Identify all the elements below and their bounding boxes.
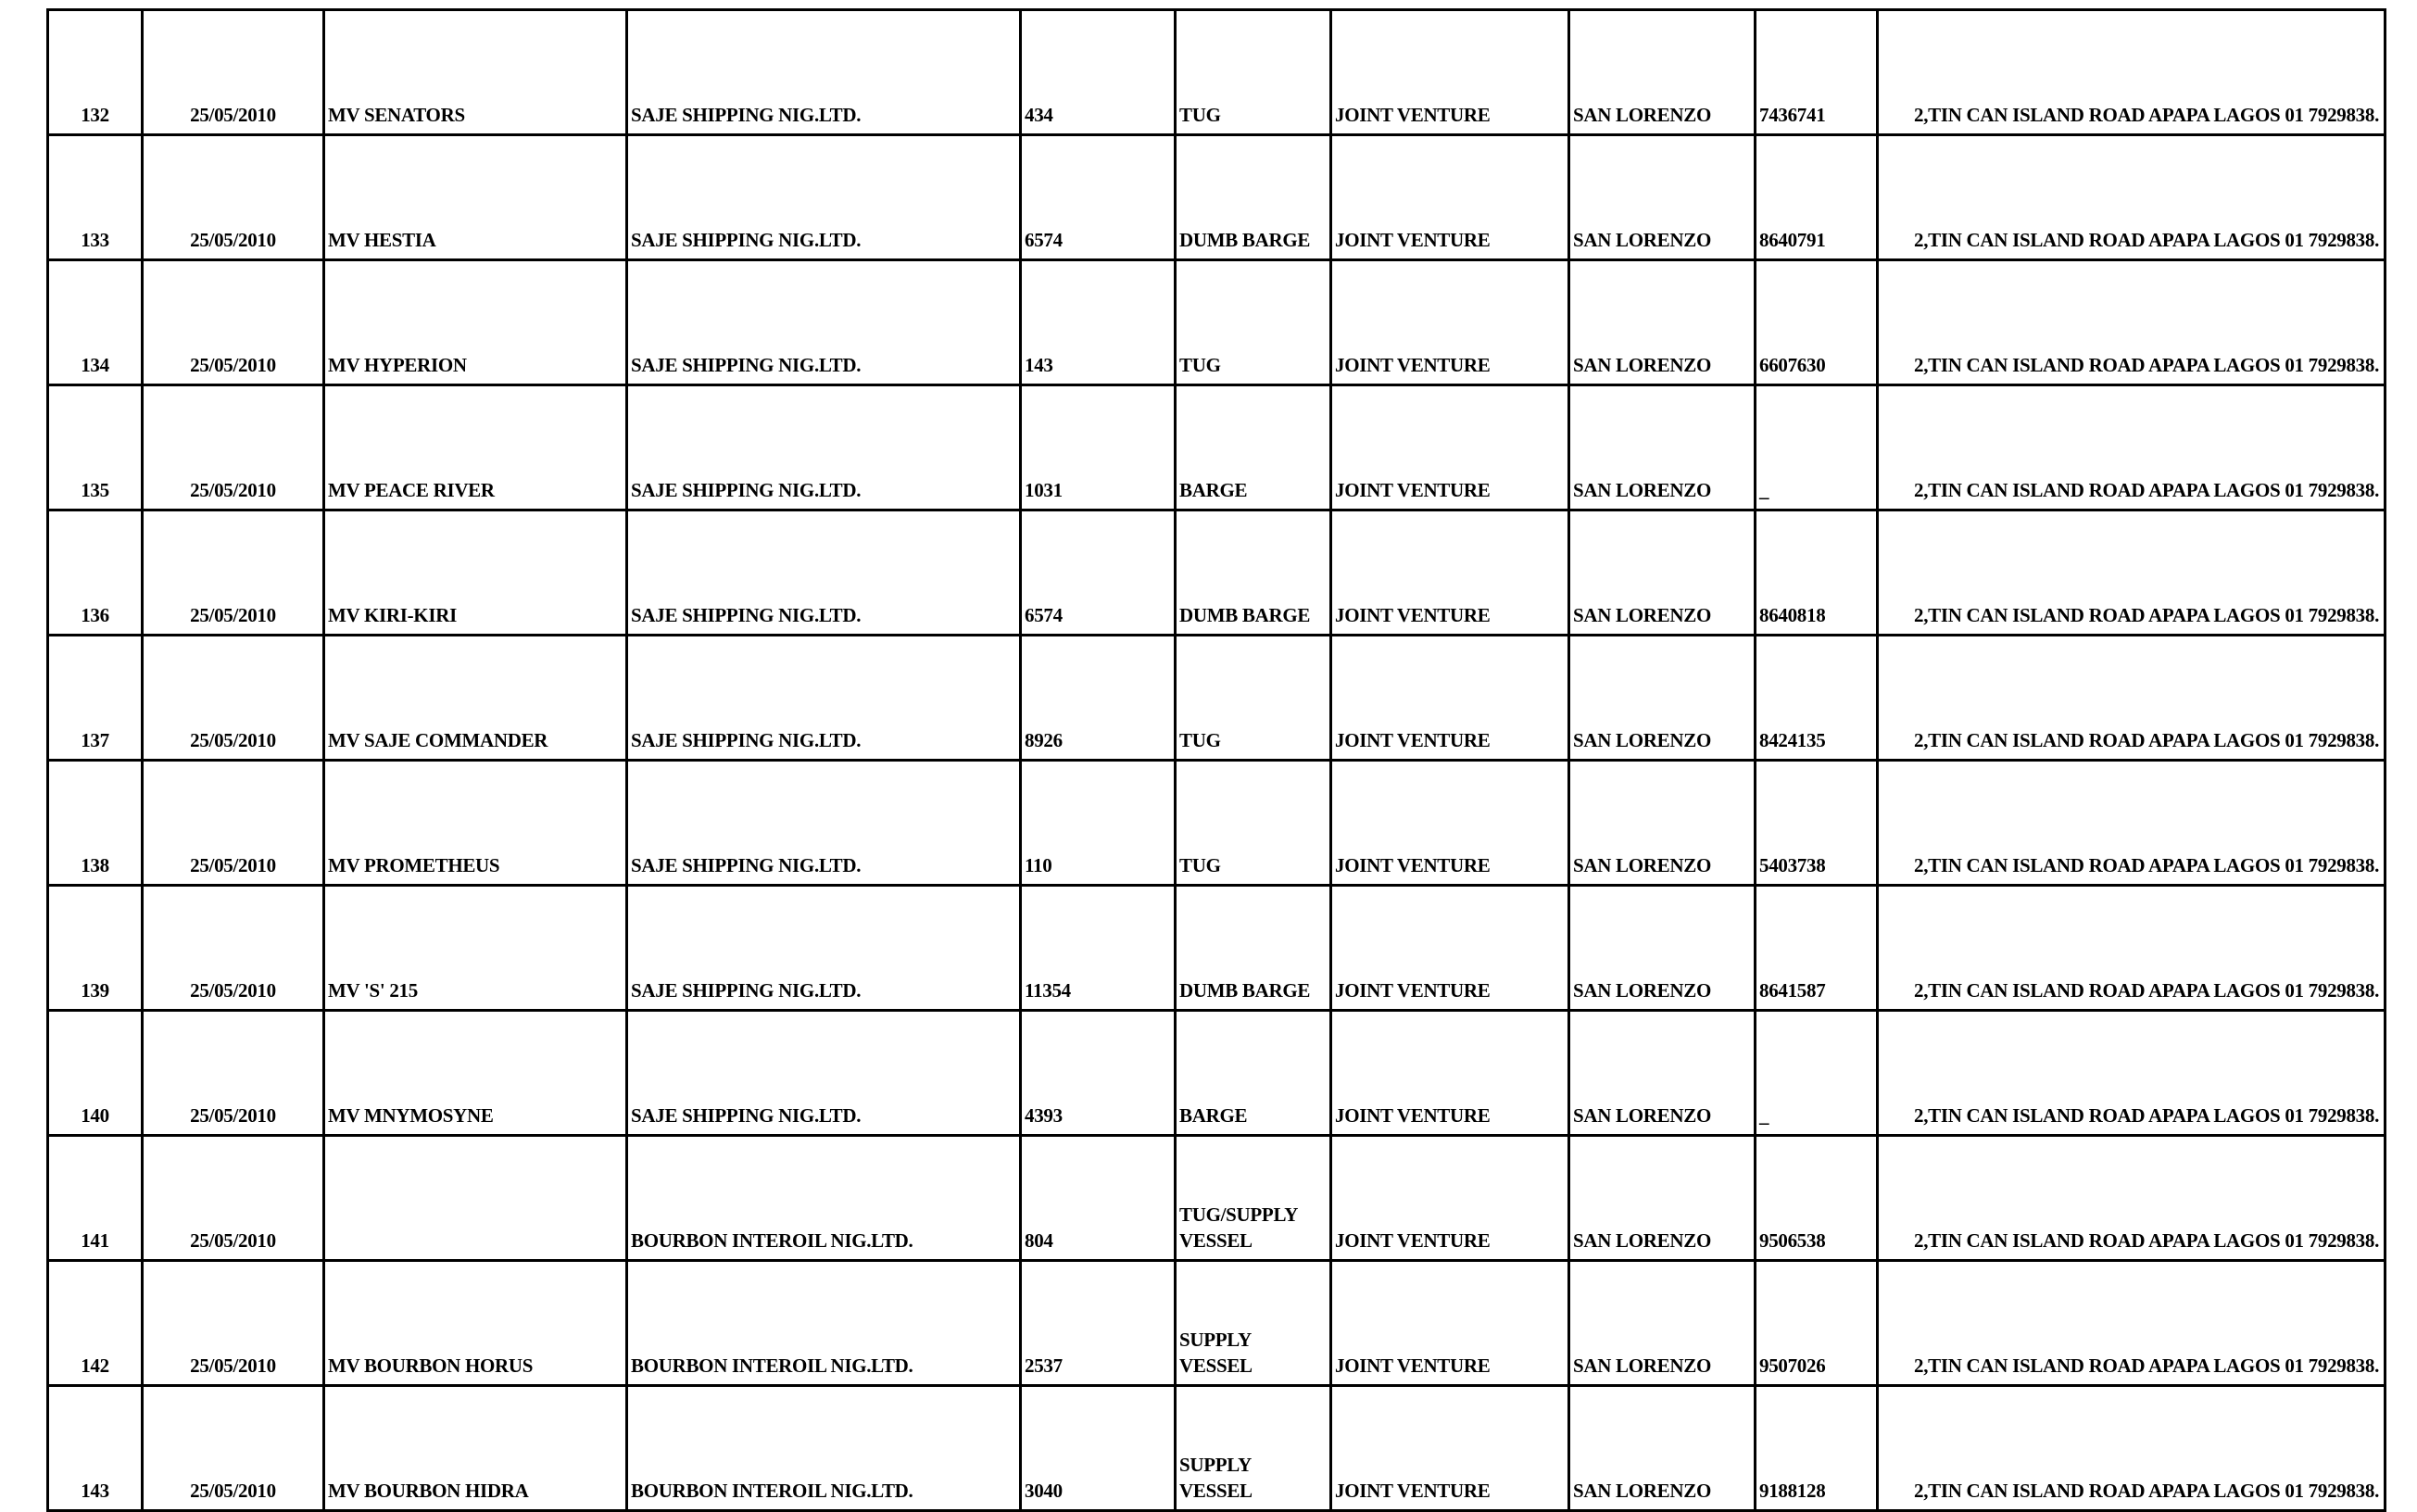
registration-date: 25/05/2010: [143, 1011, 324, 1136]
ownership-status: JOINT VENTURE: [1331, 385, 1569, 510]
vessel-type: DUMB BARGE: [1176, 886, 1331, 1011]
tonnage: 2537: [1021, 1261, 1176, 1386]
registration-date: 25/05/2010: [143, 10, 324, 135]
flag-port: SAN LORENZO: [1569, 10, 1756, 135]
vessel-type: BARGE: [1176, 385, 1331, 510]
tonnage: 3040: [1021, 1386, 1176, 1511]
tonnage: 6574: [1021, 510, 1176, 636]
ownership-status: JOINT VENTURE: [1331, 636, 1569, 761]
ownership-status: JOINT VENTURE: [1331, 886, 1569, 1011]
vessel-name: [324, 1136, 627, 1261]
imo-number: 5403738: [1756, 761, 1878, 886]
ownership-status: JOINT VENTURE: [1331, 135, 1569, 260]
tonnage: 804: [1021, 1136, 1176, 1261]
registration-date: 25/05/2010: [143, 1136, 324, 1261]
owner-address: 2,TIN CAN ISLAND ROAD APAPA LAGOS 01 7929838.: [1878, 260, 2386, 385]
flag-port: SAN LORENZO: [1569, 636, 1756, 761]
owner-name: SAJE SHIPPING NIG.LTD.: [627, 636, 1021, 761]
flag-port: SAN LORENZO: [1569, 886, 1756, 1011]
row-number: 140: [48, 1011, 143, 1136]
imo-number: 8424135: [1756, 636, 1878, 761]
registration-date: 25/05/2010: [143, 636, 324, 761]
owner-name: SAJE SHIPPING NIG.LTD.: [627, 260, 1021, 385]
owner-address: 2,TIN CAN ISLAND ROAD APAPA LAGOS 01 7929838.: [1878, 886, 2386, 1011]
imo-number: 6607630: [1756, 260, 1878, 385]
owner-address: 2,TIN CAN ISLAND ROAD APAPA LAGOS 01 7929838.: [1878, 135, 2386, 260]
vessel-name: MV BOURBON HIDRA: [324, 1386, 627, 1511]
flag-port: SAN LORENZO: [1569, 1011, 1756, 1136]
row-number: 137: [48, 636, 143, 761]
vessel-type: TUG: [1176, 10, 1331, 135]
vessel-type: TUG/SUPPLY VESSEL: [1176, 1136, 1331, 1261]
tonnage: 110: [1021, 761, 1176, 886]
vessel-type: SUPPLY VESSEL: [1176, 1386, 1331, 1511]
owner-name: SAJE SHIPPING NIG.LTD.: [627, 886, 1021, 1011]
vessel-type: TUG: [1176, 260, 1331, 385]
table-row: [48, 260, 2386, 385]
row-number: 138: [48, 761, 143, 886]
row-number: 134: [48, 260, 143, 385]
tonnage: 8926: [1021, 636, 1176, 761]
ownership-status: JOINT VENTURE: [1331, 1011, 1569, 1136]
owner-name: SAJE SHIPPING NIG.LTD.: [627, 1011, 1021, 1136]
ownership-status: JOINT VENTURE: [1331, 1261, 1569, 1386]
registration-date: 25/05/2010: [143, 761, 324, 886]
flag-port: SAN LORENZO: [1569, 761, 1756, 886]
row-number: 142: [48, 1261, 143, 1386]
vessel-name: MV BOURBON HORUS: [324, 1261, 627, 1386]
flag-port: SAN LORENZO: [1569, 385, 1756, 510]
ownership-status: JOINT VENTURE: [1331, 1386, 1569, 1511]
flag-port: SAN LORENZO: [1569, 1261, 1756, 1386]
vessel-type: BARGE: [1176, 1011, 1331, 1136]
imo-number: 8640818: [1756, 510, 1878, 636]
registration-date: 25/05/2010: [143, 886, 324, 1011]
table-row: [48, 886, 2386, 1011]
tonnage: 4393: [1021, 1011, 1176, 1136]
tonnage: 1031: [1021, 385, 1176, 510]
registration-date: 25/05/2010: [143, 385, 324, 510]
owner-name: BOURBON INTEROIL NIG.LTD.: [627, 1261, 1021, 1386]
ownership-status: JOINT VENTURE: [1331, 1136, 1569, 1261]
row-number: 135: [48, 385, 143, 510]
vessel-type: TUG: [1176, 636, 1331, 761]
imo-number: 9507026: [1756, 1261, 1878, 1386]
table-row: [48, 761, 2386, 886]
ownership-status: JOINT VENTURE: [1331, 761, 1569, 886]
flag-port: SAN LORENZO: [1569, 135, 1756, 260]
registration-date: 25/05/2010: [143, 1261, 324, 1386]
vessel-name: MV HYPERION: [324, 260, 627, 385]
vessel-type: DUMB BARGE: [1176, 135, 1331, 260]
imo-number: _: [1756, 1011, 1878, 1136]
table-row: [48, 385, 2386, 510]
owner-address: 2,TIN CAN ISLAND ROAD APAPA LAGOS 01 7929838.: [1878, 10, 2386, 135]
owner-name: BOURBON INTEROIL NIG.LTD.: [627, 1386, 1021, 1511]
table-row: [48, 636, 2386, 761]
vessel-name: MV SENATORS: [324, 10, 627, 135]
owner-name: SAJE SHIPPING NIG.LTD.: [627, 135, 1021, 260]
ownership-status: JOINT VENTURE: [1331, 510, 1569, 636]
table-row: [48, 1386, 2386, 1511]
owner-name: SAJE SHIPPING NIG.LTD.: [627, 510, 1021, 636]
table-row: [48, 10, 2386, 135]
vessel-name: MV SAJE COMMANDER: [324, 636, 627, 761]
ownership-status: JOINT VENTURE: [1331, 10, 1569, 135]
vessel-name: MV KIRI-KIRI: [324, 510, 627, 636]
owner-address: 2,TIN CAN ISLAND ROAD APAPA LAGOS 01 7929838.: [1878, 510, 2386, 636]
owner-address: 2,TIN CAN ISLAND ROAD APAPA LAGOS 01 7929838.: [1878, 1136, 2386, 1261]
vessel-name: MV PEACE RIVER: [324, 385, 627, 510]
row-number: 141: [48, 1136, 143, 1261]
owner-address: 2,TIN CAN ISLAND ROAD APAPA LAGOS 01 7929838.: [1878, 636, 2386, 761]
flag-port: SAN LORENZO: [1569, 1386, 1756, 1511]
tonnage: 6574: [1021, 135, 1176, 260]
owner-name: BOURBON INTEROIL NIG.LTD.: [627, 1136, 1021, 1261]
owner-address: 2,TIN CAN ISLAND ROAD APAPA LAGOS 01 7929838.: [1878, 761, 2386, 886]
table-row: [48, 510, 2386, 636]
owner-address: 2,TIN CAN ISLAND ROAD APAPA LAGOS 01 7929838.: [1878, 385, 2386, 510]
ownership-status: JOINT VENTURE: [1331, 260, 1569, 385]
tonnage: 11354: [1021, 886, 1176, 1011]
vessel-name: MV HESTIA: [324, 135, 627, 260]
imo-number: 9506538: [1756, 1136, 1878, 1261]
registration-date: 25/05/2010: [143, 260, 324, 385]
vessel-name: MV PROMETHEUS: [324, 761, 627, 886]
table-row: [48, 1011, 2386, 1136]
row-number: 136: [48, 510, 143, 636]
vessel-type: TUG: [1176, 761, 1331, 886]
imo-number: 9188128: [1756, 1386, 1878, 1511]
table-row: [48, 1261, 2386, 1386]
registration-date: 25/05/2010: [143, 1386, 324, 1511]
vessel-name: MV 'S' 215: [324, 886, 627, 1011]
owner-name: SAJE SHIPPING NIG.LTD.: [627, 761, 1021, 886]
flag-port: SAN LORENZO: [1569, 1136, 1756, 1261]
table-row: [48, 135, 2386, 260]
row-number: 133: [48, 135, 143, 260]
imo-number: _: [1756, 385, 1878, 510]
vessel-register-table: [46, 8, 2386, 1512]
vessel-type: SUPPLY VESSEL: [1176, 1261, 1331, 1386]
vessel-type: DUMB BARGE: [1176, 510, 1331, 636]
owner-name: SAJE SHIPPING NIG.LTD.: [627, 10, 1021, 135]
row-number: 139: [48, 886, 143, 1011]
vessel-name: MV MNYMOSYNE: [324, 1011, 627, 1136]
owner-name: SAJE SHIPPING NIG.LTD.: [627, 385, 1021, 510]
table-row: [48, 1136, 2386, 1261]
tonnage: 434: [1021, 10, 1176, 135]
registration-date: 25/05/2010: [143, 135, 324, 260]
row-number: 143: [48, 1386, 143, 1511]
row-number: 132: [48, 10, 143, 135]
owner-address: 2,TIN CAN ISLAND ROAD APAPA LAGOS 01 7929838.: [1878, 1261, 2386, 1386]
owner-address: 2,TIN CAN ISLAND ROAD APAPA LAGOS 01 7929838.: [1878, 1386, 2386, 1511]
imo-number: 8641587: [1756, 886, 1878, 1011]
imo-number: 7436741: [1756, 10, 1878, 135]
imo-number: 8640791: [1756, 135, 1878, 260]
owner-address: 2,TIN CAN ISLAND ROAD APAPA LAGOS 01 7929838.: [1878, 1011, 2386, 1136]
flag-port: SAN LORENZO: [1569, 260, 1756, 385]
flag-port: SAN LORENZO: [1569, 510, 1756, 636]
registration-date: 25/05/2010: [143, 510, 324, 636]
tonnage: 143: [1021, 260, 1176, 385]
